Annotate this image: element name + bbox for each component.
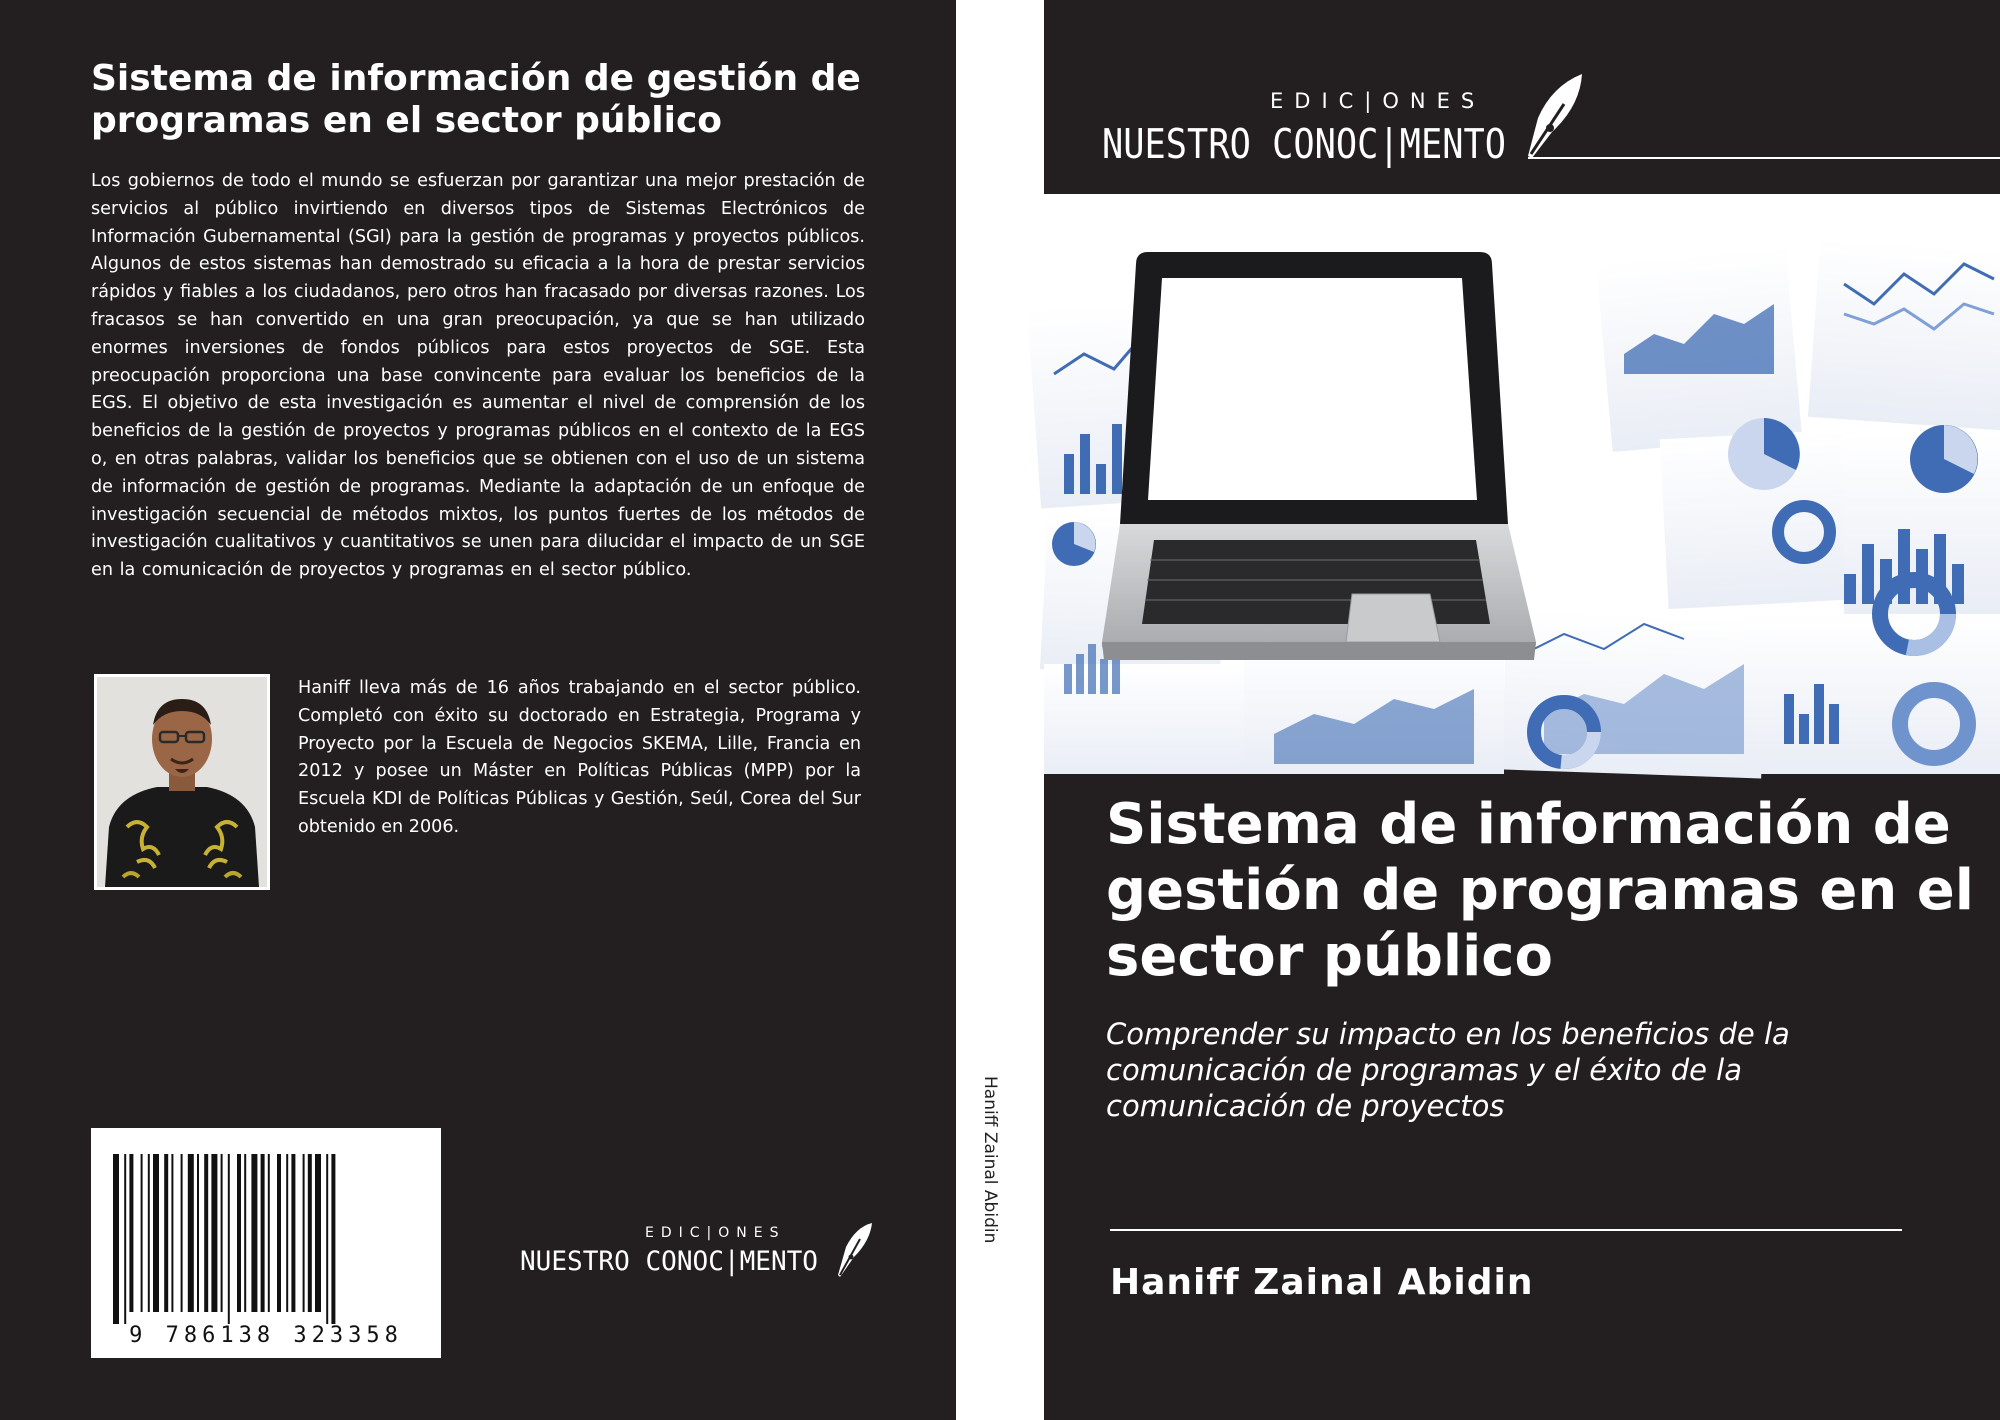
barcode-bar xyxy=(315,1154,321,1312)
barcode-bar xyxy=(171,1154,173,1312)
fountain-pen-nib-icon xyxy=(1522,70,1592,160)
barcode-bar xyxy=(237,1154,241,1312)
front-cover-header xyxy=(1044,0,2000,194)
back-cover xyxy=(0,0,956,1420)
barcode-bar xyxy=(286,1154,288,1312)
barcode-bar xyxy=(164,1154,168,1312)
back-cover-title: Sistema de información de gestión de programas en el sector público xyxy=(91,58,861,141)
book-spine xyxy=(956,0,1044,1420)
fountain-pen-nib-icon xyxy=(838,1223,872,1277)
publisher-line-1: EDIC|ONES xyxy=(1270,89,1486,113)
laptop-and-charts-illustration xyxy=(1044,194,2000,762)
laptop-trackpad xyxy=(1346,594,1440,642)
laptop-keyboard xyxy=(1142,540,1490,624)
isbn-number: 9 786138 323358 xyxy=(129,1323,403,1348)
spine-author: Haniff Zainal Abidin xyxy=(980,1076,1000,1244)
front-cover-subtitle: Comprender su impacto en los beneficios de la comunicación de programas y el éxito de la comunicación de proyectos xyxy=(1106,1017,1790,1123)
barcode-bar xyxy=(148,1154,150,1312)
barcode-bar xyxy=(308,1154,312,1312)
front-cover-title: Sistema de información de gestión de programas en el sector público xyxy=(1106,792,1974,989)
barcode-bar xyxy=(277,1154,281,1312)
back-cover-blurb: Los gobiernos de todo el mundo se esfuerzan por garantizar una mejor prestación de servicios al público invirtiendo en diversos tipos de Sistemas Electrónicos de Información Gubernamental (SGI) para la gestión de programas y proyectos públicos. Algunos de estos sistemas han demostrado su eficacia a la hora de prestar servicios rápidos y fiables a los ciudadanos, pero otros han fracasado por diversas razones. Los fracasos se han convertido en una gran preocupación, ya que se han utilizado enormes inversiones de fondos públicos para estos proyectos de SGE. Esta preocupación proporciona una base convincente para evaluar los beneficios de la EGS. El objetivo de esta investigación es aumentar el nivel de comprensión de los beneficios de la gestión de proyectos y programas públicos en el contexto de la EGS o, en otras palabras, validar los beneficios que se obtienen con el uso de un sistema de información de gestión de programas. Mediante la adaptación de un enfoque de investigación secuencial de métodos mixtos, los puntos fuertes de los métodos de investigación cualitativos y cuantitativos se unen para dilucidar el impacto de un SGE en la comunicación de proyectos y programas en el sector público. xyxy=(91,171,865,581)
laptop xyxy=(1102,252,1536,660)
barcode-bar xyxy=(113,1154,119,1324)
header-divider xyxy=(1528,157,2000,159)
barcode-bar xyxy=(244,1154,246,1312)
laptop-screen xyxy=(1148,278,1477,500)
author-portrait-illustration xyxy=(97,677,267,887)
publisher-line-2: NUESTRO CONOC|MENTO xyxy=(520,1246,818,1277)
author-divider xyxy=(1110,1229,1902,1231)
barcode-bar xyxy=(211,1154,217,1312)
barcode-bar xyxy=(291,1154,295,1312)
barcode-bar xyxy=(141,1154,143,1312)
barcode-bar xyxy=(268,1154,270,1312)
barcode-bar xyxy=(251,1154,257,1312)
barcode-bar xyxy=(221,1154,223,1312)
barcode-bar xyxy=(331,1154,335,1324)
barcode-bar xyxy=(188,1154,194,1312)
publisher-logo-front xyxy=(1102,68,1522,168)
publisher-line-2: NUESTRO CONOC|MENTO xyxy=(1102,120,1506,168)
author-photo xyxy=(94,674,270,890)
barcode-bar xyxy=(197,1154,199,1312)
front-cover-author: Haniff Zainal Abidin xyxy=(1110,1262,1534,1303)
author-bio: Haniff lleva más de 16 años trabajando en el sector público. Completó con éxito su doctorado en Estrategia, Programa y Proyecto por la Escuela de Negocios SKEMA, Lille, Francia en 2012 y posee un Máster en Políticas Públicas (MPP) por la Escuela KDI de Políticas Públicas y Gestión, Seúl, Corea del Sur obtenido en 2006. xyxy=(298,678,861,837)
barcode-bar xyxy=(204,1154,208,1312)
publisher-line-1: EDIC|ONES xyxy=(645,1225,786,1241)
barcode-bar xyxy=(181,1154,183,1312)
publisher-logo-back xyxy=(520,1215,880,1285)
barcode-bar xyxy=(228,1154,230,1324)
barcode-bar xyxy=(326,1154,328,1324)
barcode-bar xyxy=(124,1154,126,1324)
cover-image xyxy=(1044,194,2000,762)
barcode-bars xyxy=(91,1128,441,1318)
barcode-bar xyxy=(129,1154,133,1312)
barcode-bar xyxy=(153,1154,159,1312)
barcode-bar xyxy=(303,1154,305,1312)
front-cover xyxy=(1044,0,2000,1420)
isbn-barcode xyxy=(91,1128,441,1358)
barcode-bar xyxy=(261,1154,265,1312)
